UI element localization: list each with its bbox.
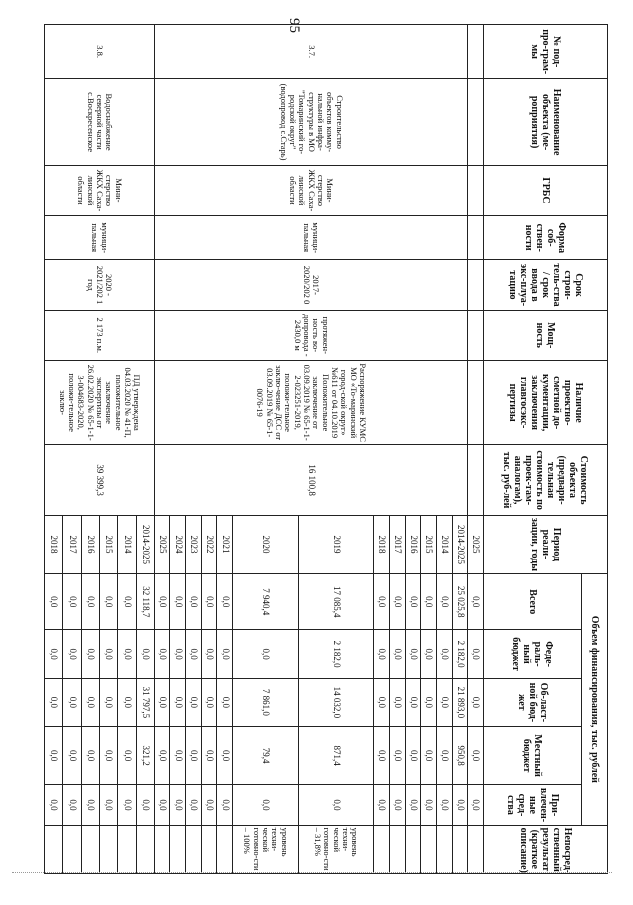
local-cell: 0,0 <box>118 727 136 785</box>
federal-cell: 0,0 <box>186 630 202 678</box>
attracted-cell: 0,0 <box>99 785 117 825</box>
empty-cell <box>468 310 484 360</box>
local-cell: 0,0 <box>186 727 202 785</box>
local-cell: 950,8 <box>452 727 468 785</box>
empty-cell <box>468 360 484 444</box>
federal-cell: 0,0 <box>154 630 170 678</box>
table-row <box>468 25 484 874</box>
cost-cell: 16 100,8 <box>154 445 468 515</box>
result-cell <box>154 825 170 873</box>
total-cell: 0,0 <box>186 574 202 630</box>
period-cell: 2015 <box>99 515 117 573</box>
header-capacity: Мощ-ность <box>484 310 608 360</box>
header-cost: Стоимость объекта (предвари-тельная стоимость по проек-там-аналогам), тыс. руб-лей <box>484 445 608 515</box>
financing-table <box>44 24 608 874</box>
period-cell: 2014 <box>118 515 136 573</box>
header-subprogram-number: № под-про-грам-мы <box>484 25 608 79</box>
total-cell: 0,0 <box>436 574 452 630</box>
period-cell: 2021 <box>217 515 233 573</box>
attracted-cell: 0,0 <box>405 785 421 825</box>
total-cell: 0,0 <box>63 574 81 630</box>
total-cell: 0,0 <box>405 574 421 630</box>
header-funding: Объем финансирования, тыс. рублей <box>582 574 608 825</box>
local-cell: 0,0 <box>170 727 186 785</box>
table-body <box>45 25 484 874</box>
result-cell <box>81 825 99 873</box>
rotated-table-wrapper <box>44 24 608 874</box>
header-local: Местный бюджет <box>484 727 582 785</box>
capacity-cell: 2 173 п.м. <box>45 310 155 360</box>
attracted-cell: 0,0 <box>45 785 63 825</box>
attracted-cell: 0,0 <box>421 785 437 825</box>
federal-cell: 0,0 <box>170 630 186 678</box>
result-cell <box>374 825 390 873</box>
attracted-cell: 0,0 <box>233 785 299 825</box>
regional-cell: 0,0 <box>170 678 186 726</box>
header-result: Непосред-ственный результат (краткое описание) <box>484 825 608 873</box>
header-attracted: При-влечен-ные сред-ства <box>484 785 582 825</box>
total-cell: 0,0 <box>170 574 186 630</box>
regional-cell: 14 032,0 <box>298 678 374 726</box>
grbs-cell: Мини-стерство ЖКХ Саха-линской области <box>154 165 468 215</box>
regional-cell: 0,0 <box>405 678 421 726</box>
federal-cell: 0,0 <box>99 630 117 678</box>
federal-cell: 0,0 <box>45 630 63 678</box>
period-cell: 2014 <box>436 515 452 573</box>
attracted-cell: 0,0 <box>201 785 217 825</box>
result-cell <box>389 825 405 873</box>
attracted-cell: 0,0 <box>452 785 468 825</box>
regional-cell: 0,0 <box>63 678 81 726</box>
subprogram-number-cell: 3.7. <box>154 25 468 79</box>
local-cell: 0,0 <box>217 727 233 785</box>
table-row <box>136 25 154 874</box>
total-cell: 0,0 <box>45 574 63 630</box>
period-cell: 2019 <box>298 515 374 573</box>
total-cell: 0,0 <box>468 574 484 630</box>
empty-cell <box>468 165 484 215</box>
total-cell: 17 085,4 <box>298 574 374 630</box>
regional-cell: 0,0 <box>118 678 136 726</box>
result-cell <box>99 825 117 873</box>
result-cell: уровень техни-ческой готовно-сти – 100% <box>233 825 299 873</box>
attracted-cell: 0,0 <box>186 785 202 825</box>
header-federal: Феде-раль-ный бюджет <box>484 630 582 678</box>
attracted-cell: 0,0 <box>136 785 154 825</box>
local-cell: 0,0 <box>436 727 452 785</box>
documentation-cell: ПД утверждена 04.03.2020 № 41-П, положительное заключение экспертизы от 26.02.2020 № 65-1-1-3-004683-2020, положи-тельное заклю- <box>45 360 155 444</box>
local-cell: 0,0 <box>405 727 421 785</box>
local-cell: 0,0 <box>99 727 117 785</box>
period-cell: 2016 <box>405 515 421 573</box>
period-cell: 2017 <box>63 515 81 573</box>
header-ownership: Форма соб-ствен-ности <box>484 216 608 260</box>
empty-cell <box>468 445 484 515</box>
attracted-cell: 0,0 <box>81 785 99 825</box>
period-cell: 2014-2025 <box>136 515 154 573</box>
attracted-cell: 0,0 <box>63 785 81 825</box>
header-grbs: ГРБС <box>484 165 608 215</box>
federal-cell: 0,0 <box>389 630 405 678</box>
federal-cell: 0,0 <box>201 630 217 678</box>
result-cell <box>217 825 233 873</box>
period-cell: 2018 <box>374 515 390 573</box>
local-cell: 0,0 <box>374 727 390 785</box>
total-cell: 0,0 <box>389 574 405 630</box>
empty-cell <box>468 216 484 260</box>
regional-cell: 0,0 <box>217 678 233 726</box>
local-cell: 0,0 <box>389 727 405 785</box>
attracted-cell: 0,0 <box>374 785 390 825</box>
result-cell <box>452 825 468 873</box>
regional-cell: 0,0 <box>389 678 405 726</box>
ownership-cell: муници-пальная <box>45 216 155 260</box>
total-cell: 0,0 <box>81 574 99 630</box>
result-cell <box>136 825 154 873</box>
attracted-cell: 0,0 <box>389 785 405 825</box>
header-object-name: Наименование объекта (ме-роприятия) <box>484 79 608 166</box>
total-cell: 25 025,8 <box>452 574 468 630</box>
local-cell: 0,0 <box>421 727 437 785</box>
period-cell: 2024 <box>170 515 186 573</box>
attracted-cell: 0,0 <box>154 785 170 825</box>
federal-cell: 0,0 <box>217 630 233 678</box>
header-total: Всего <box>484 574 582 630</box>
subprogram-number-cell: 3.8. <box>45 25 155 79</box>
result-cell <box>45 825 63 873</box>
regional-cell: 0,0 <box>468 678 484 726</box>
result-cell <box>170 825 186 873</box>
total-cell: 32 118,7 <box>136 574 154 630</box>
regional-cell: 0,0 <box>154 678 170 726</box>
total-cell: 0,0 <box>118 574 136 630</box>
attracted-cell: 0,0 <box>468 785 484 825</box>
deadline-cell: 2017-2020/202 0 <box>154 260 468 310</box>
empty-cell <box>468 260 484 310</box>
local-cell: 871,4 <box>298 727 374 785</box>
period-cell: 2020 <box>233 515 299 573</box>
regional-cell: 0,0 <box>186 678 202 726</box>
scan-edge-line <box>12 872 612 875</box>
federal-cell: 0,0 <box>468 630 484 678</box>
object-name-cell: Строительство объектов комму-нальной инфра-структуры в МО "Томаринский го-родской округ" (водопровод с.Старь) <box>154 79 468 166</box>
result-cell <box>468 825 484 873</box>
attracted-cell: 0,0 <box>436 785 452 825</box>
federal-cell: 0,0 <box>374 630 390 678</box>
cost-cell: 39 399,3 <box>45 445 155 515</box>
period-cell: 2015 <box>421 515 437 573</box>
period-cell: 2023 <box>186 515 202 573</box>
result-cell: уровень техни-ческой готовно-сти – 31,8% <box>298 825 374 873</box>
local-cell: 0,0 <box>63 727 81 785</box>
total-cell: 0,0 <box>421 574 437 630</box>
page-number: 95 <box>286 18 302 33</box>
total-cell: 0,0 <box>154 574 170 630</box>
result-cell <box>405 825 421 873</box>
header-documentation: Наличие проектно-сметной до-кументации, заключения главгосэкс-пертизы <box>484 360 608 444</box>
empty-cell <box>468 79 484 166</box>
attracted-cell: 0,0 <box>118 785 136 825</box>
regional-cell: 0,0 <box>201 678 217 726</box>
federal-cell: 0,0 <box>81 630 99 678</box>
table-row <box>452 25 468 874</box>
regional-cell: 0,0 <box>374 678 390 726</box>
attracted-cell: 0,0 <box>217 785 233 825</box>
header-period: Период реали-зации, годы <box>484 515 608 573</box>
federal-cell: 0,0 <box>405 630 421 678</box>
federal-cell: 0,0 <box>436 630 452 678</box>
regional-cell: 21 893,0 <box>452 678 468 726</box>
attracted-cell: 0,0 <box>298 785 374 825</box>
result-cell <box>63 825 81 873</box>
regional-cell: 0,0 <box>99 678 117 726</box>
attracted-cell: 0,0 <box>170 785 186 825</box>
local-cell: 0,0 <box>154 727 170 785</box>
federal-cell: 0,0 <box>233 630 299 678</box>
ownership-cell: муници-пальная <box>154 216 468 260</box>
total-cell: 0,0 <box>217 574 233 630</box>
federal-cell: 0,0 <box>136 630 154 678</box>
period-cell: 2018 <box>45 515 63 573</box>
regional-cell: 31 797,5 <box>136 678 154 726</box>
federal-cell: 2 182,0 <box>452 630 468 678</box>
result-cell <box>201 825 217 873</box>
federal-cell: 0,0 <box>63 630 81 678</box>
local-cell: 79,4 <box>233 727 299 785</box>
empty-cell <box>468 25 484 79</box>
period-cell: 2025 <box>154 515 170 573</box>
result-cell <box>118 825 136 873</box>
header-deadline: Срок стрoи-тель-ства / срок ввода в экс-плуа-тацию <box>484 260 608 310</box>
federal-cell: 0,0 <box>421 630 437 678</box>
header-regional: Об-ласт-ной бюд-жет <box>484 678 582 726</box>
regional-cell: 7 861,0 <box>233 678 299 726</box>
local-cell: 0,0 <box>81 727 99 785</box>
object-name-cell: Водоснабжение северной части с.Воскресенское <box>45 79 155 166</box>
federal-cell: 2 182,0 <box>298 630 374 678</box>
period-cell: 2022 <box>201 515 217 573</box>
period-cell: 2016 <box>81 515 99 573</box>
federal-cell: 0,0 <box>118 630 136 678</box>
local-cell: 0,0 <box>201 727 217 785</box>
deadline-cell: 2020 - 2021/202 1 год <box>45 260 155 310</box>
result-cell <box>421 825 437 873</box>
total-cell: 0,0 <box>374 574 390 630</box>
total-cell: 7 940,4 <box>233 574 299 630</box>
capacity-cell: протяжен-ность во-допровода - 2430,0 м <box>154 310 468 360</box>
documentation-cell: Распоряжение КУМС МО «То-маринский город-ской округ» №611 от 04.10.2019 Положительное заключение от 03.09.2019 № 65-1-1-2-023251-2019, положи-тельное заклю-чение ДСС от 03.09.2019 № 65-1-0076-19 <box>154 360 468 444</box>
regional-cell: 0,0 <box>81 678 99 726</box>
regional-cell: 0,0 <box>421 678 437 726</box>
local-cell: 321,2 <box>136 727 154 785</box>
total-cell: 0,0 <box>201 574 217 630</box>
period-cell: 2014-2025 <box>452 515 468 573</box>
result-cell <box>186 825 202 873</box>
result-cell <box>436 825 452 873</box>
regional-cell: 0,0 <box>45 678 63 726</box>
period-cell: 2017 <box>389 515 405 573</box>
grbs-cell: Мини-стерство ЖКХ Саха-линской области <box>45 165 155 215</box>
regional-cell: 0,0 <box>436 678 452 726</box>
local-cell: 0,0 <box>468 727 484 785</box>
period-cell: 2025 <box>468 515 484 573</box>
total-cell: 0,0 <box>99 574 117 630</box>
local-cell: 0,0 <box>45 727 63 785</box>
